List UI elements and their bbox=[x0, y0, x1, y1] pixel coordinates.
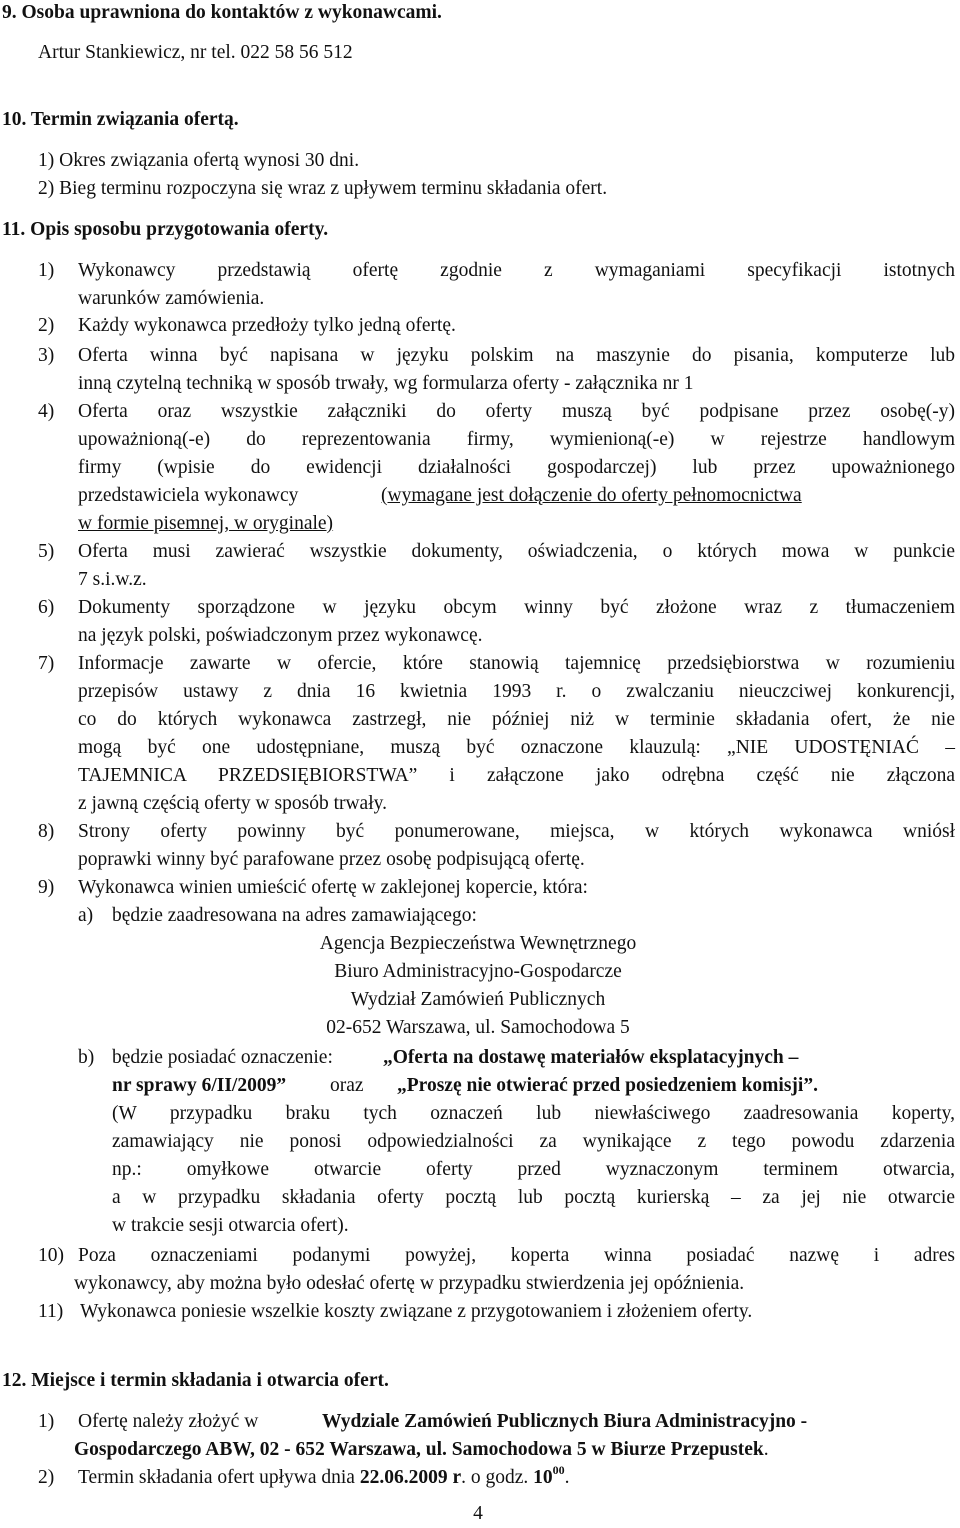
s10-item-1: 1) Okres związania ofertą wynosi 30 dni. bbox=[38, 150, 360, 171]
s12-item-1-line-2b: . bbox=[763, 1439, 769, 1460]
s11-item-1-number: 1) bbox=[38, 260, 55, 281]
s11-item-4-line-4a: przedstawiciela wykonawcy bbox=[78, 485, 299, 506]
deadline-date: 22.06.2009 r bbox=[359, 1467, 462, 1488]
s12-item-1-number: 1) bbox=[38, 1411, 55, 1432]
s11-item-4-line-4b: (wymagane jest dołączenie do oferty pełnomocnictwa bbox=[381, 485, 802, 506]
s11-item-6-number: 6) bbox=[38, 597, 55, 618]
s10-item-2: 2) Bieg terminu rozpoczyna się wraz z upływem terminu składania ofert. bbox=[38, 178, 608, 199]
s11-item-9b-letter: b) bbox=[78, 1047, 95, 1068]
s11-item-8-line-2: poprawki winny być parafowane przez osobę podpisującą ofertę. bbox=[78, 849, 585, 870]
s11-item-9b-line-2a: nr sprawy 6/II/2009” bbox=[112, 1075, 287, 1096]
s11-item-7-line-6: z jawną częścią oferty w sposób trwały. bbox=[78, 793, 387, 814]
s11-item-9b-line-2b: oraz bbox=[330, 1075, 364, 1096]
s11-item-3-line-2: inną czytelną techniką w sposób trwały, wg formularza oferty - załącznika nr 1 bbox=[78, 373, 694, 394]
s11-item-7-line-5: TAJEMNICA PRZEDSIĘBIORSTWA” i załączone jako odrębna część nie złączona bbox=[78, 765, 955, 786]
s11-item-9b-line-6: a w przypadku składania oferty pocztą lub pocztą kurierską – za jej nie otwarcie bbox=[112, 1187, 955, 1208]
section-10-heading: 10. Termin związania ofertą. bbox=[2, 109, 239, 130]
s11-item-11-line-1: Wykonawca poniesie wszelkie koszty związane z przygotowaniem i złożeniem oferty. bbox=[80, 1301, 753, 1322]
address-line-3: Wydział Zamówień Publicznych bbox=[350, 989, 606, 1010]
s11-item-9b-line-1a: będzie posiadać oznaczenie: bbox=[112, 1047, 333, 1068]
section-12-heading: 12. Miejsce i termin składania i otwarcia ofert. bbox=[2, 1370, 389, 1391]
s11-item-9b-line-5: np.: omyłkowe otwarcie oferty przed wyznaczonym terminem otwarcia, bbox=[112, 1159, 955, 1180]
s11-item-7-line-1: Informacje zawarte w ofercie, które stanowią tajemnicę przedsiębiorstwa w rozumieniu bbox=[78, 653, 955, 674]
s11-item-9a-line-1: będzie zaadresowana na adres zamawiającego: bbox=[112, 905, 477, 926]
section-9-heading: 9. Osoba uprawniona do kontaktów z wykonawcami. bbox=[2, 2, 442, 23]
deadline-period: . bbox=[564, 1467, 570, 1488]
s11-item-1-line-1: Wykonawcy przedstawią ofertę zgodnie z wymaganiami specyfikacji istotnych bbox=[78, 260, 955, 281]
s11-item-7-line-4: mogą być one udostępniane, muszą być oznaczone klauzulą: „NIE UDOSTĘNIAĆ – bbox=[78, 737, 955, 758]
s11-item-7-line-3: co do których wykonawca zastrzegł, nie później niż w terminie składania ofert, że nie bbox=[78, 709, 955, 730]
s11-item-5-line-1: Oferta musi zawierać wszystkie dokumenty, oświadczenia, o których mowa w punkcie bbox=[78, 541, 955, 562]
s12-item-2-line-1 bbox=[78, 1464, 570, 1492]
s11-item-4-number: 4) bbox=[38, 401, 55, 422]
deadline-minutes: 00 bbox=[552, 1462, 565, 1477]
s11-item-6-line-2: na język polski, poświadczonym przez wykonawcę. bbox=[78, 625, 483, 646]
s11-item-9b-line-3: (W przypadku braku tych oznaczeń lub niewłaściwego zaadresowania koperty, bbox=[112, 1103, 955, 1124]
s12-item-1-line-2a: Gospodarczego ABW, 02 - 652 Warszawa, ul. Samochodowa 5 w Biurze Przepustek bbox=[74, 1439, 764, 1460]
s11-item-3-number: 3) bbox=[38, 345, 55, 366]
s11-item-8-line-1: Strony oferty powinny być ponumerowane, miejsca, w których wykonawca wniósł bbox=[78, 821, 955, 842]
s11-item-9b-line-7: w trakcie sesji otwarcia ofert). bbox=[112, 1215, 349, 1236]
s11-item-1-line-2: warunków zamówienia. bbox=[78, 288, 265, 309]
address-line-1: Agencja Bezpieczeństwa Wewnętrznego bbox=[319, 933, 637, 954]
s11-item-7-number: 7) bbox=[38, 653, 55, 674]
s11-item-9-line-1: Wykonawca winien umieścić ofertę w zaklejonej kopercie, która: bbox=[78, 877, 588, 898]
s11-item-8-number: 8) bbox=[38, 821, 55, 842]
s11-item-4-line-2: upoważnioną(-e) do reprezentowania firmy, wymienioną(-e) w rejestrze handlowym bbox=[78, 429, 955, 450]
s11-item-5-line-2: 7 s.i.w.z. bbox=[78, 569, 147, 590]
s11-item-2-line-1: Każdy wykonawca przedłoży tylko jedną ofertę. bbox=[78, 315, 456, 336]
s11-item-10-number: 10) bbox=[38, 1245, 64, 1266]
section-11-heading: 11. Opis sposobu przygotowania oferty. bbox=[2, 219, 329, 240]
s11-item-11-number: 11) bbox=[38, 1301, 64, 1322]
page-number: 4 bbox=[473, 1503, 483, 1524]
s12-item-2-number: 2) bbox=[38, 1467, 55, 1488]
s11-item-2-number: 2) bbox=[38, 315, 55, 336]
s11-item-9-number: 9) bbox=[38, 877, 55, 898]
deadline-hour-prefix: . o godz. bbox=[461, 1467, 534, 1488]
s11-item-9b-line-4: zamawiający nie ponosi odpowiedzialności za wynikające z tego powodu zdarzenia bbox=[112, 1131, 955, 1152]
s11-item-3-line-1: Oferta winna być napisana w języku polskim na maszynie do pisania, komputerze lub bbox=[78, 345, 955, 366]
address-line-4: 02-652 Warszawa, ul. Samochodowa 5 bbox=[326, 1017, 630, 1038]
contact-person: Artur Stankiewicz, nr tel. 022 58 56 512 bbox=[38, 42, 353, 63]
deadline-text: Termin składania ofert upływa dnia bbox=[78, 1467, 360, 1488]
s11-item-4-line-3: firmy (wpisie do ewidencji działalności gospodarczej) lub przez upoważnionego bbox=[78, 457, 955, 478]
s11-item-7-line-2: przepisów ustawy z dnia 16 kwietnia 1993 r. o zwalczaniu nieuczciwej konkurencji, bbox=[78, 681, 955, 702]
s11-item-9a-letter: a) bbox=[78, 905, 94, 926]
s11-item-4-line-1: Oferta oraz wszystkie załączniki do oferty muszą być podpisane przez osobę(-y) bbox=[78, 401, 955, 422]
s11-item-4-line-5: w formie pisemnej, w oryginale) bbox=[78, 513, 334, 534]
deadline-hour: 10 bbox=[533, 1467, 553, 1488]
s11-item-9b-line-1b: „Oferta na dostawę materiałów eksplatacyjnych – bbox=[383, 1047, 799, 1068]
s12-item-1-line-1b: Wydziale Zamówień Publicznych Biura Administracyjno - bbox=[322, 1411, 808, 1432]
s11-item-9b-line-2c: „Proszę nie otwierać przed posiedzeniem komisji”. bbox=[397, 1075, 818, 1096]
s11-item-6-line-1: Dokumenty sporządzone w języku obcym winny być złożone wraz z tłumaczeniem bbox=[78, 597, 955, 618]
s11-item-10-line-1: Poza oznaczeniami podanymi powyżej, koperta winna posiadać nazwę i adres bbox=[78, 1245, 955, 1266]
s12-item-1-line-1a: Ofertę należy złożyć w bbox=[78, 1411, 259, 1432]
address-line-2: Biuro Administracyjno-Gospodarcze bbox=[334, 961, 622, 982]
s11-item-5-number: 5) bbox=[38, 541, 55, 562]
s12-item-1-line-2 bbox=[74, 1436, 769, 1464]
s11-item-10-line-2: wykonawcy, aby można było odesłać ofertę w przypadku stwierdzenia jej opóźnienia. bbox=[74, 1273, 745, 1294]
